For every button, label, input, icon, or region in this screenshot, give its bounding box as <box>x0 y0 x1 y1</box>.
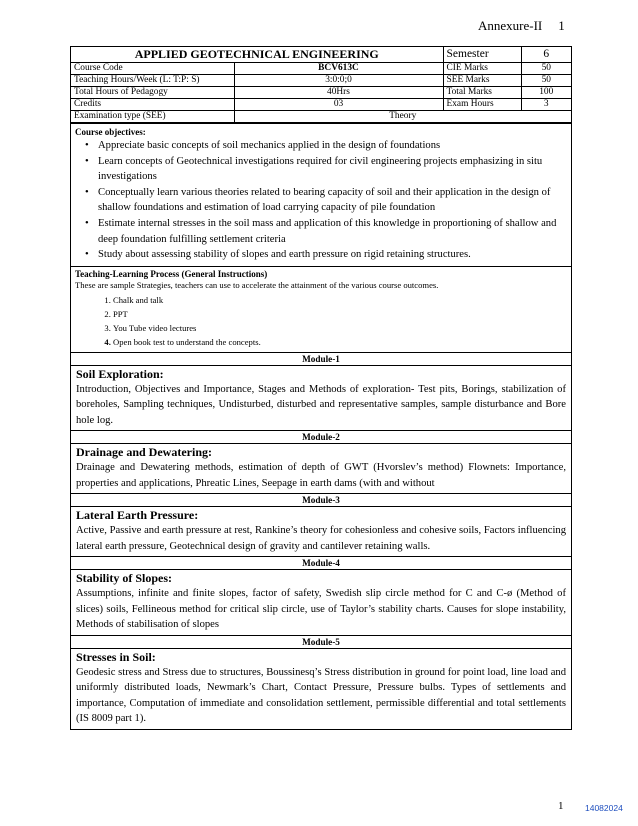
table-row <box>71 111 571 123</box>
annexure-page: 1 <box>558 18 565 33</box>
row-label: Course Code <box>71 63 234 75</box>
row-key: SEE Marks <box>443 75 521 87</box>
list-item: • Conceptually learn various theories related to bearing capacity of soil and their application in the design of shallow foundations and estimation of load carrying capacity of pile foundation <box>98 185 567 216</box>
module-4-body <box>71 569 571 635</box>
list-item: 3. You Tube video lectures <box>113 321 567 335</box>
row-key-value: 100 <box>521 87 571 99</box>
list-item: 2. PPT <box>113 307 567 321</box>
list-item: 1. Chalk and talk <box>113 293 567 307</box>
module-2-body <box>71 443 571 493</box>
row-value: BCV613C <box>234 63 443 75</box>
course-title: APPLIED GEOTECHNICAL ENGINEERING <box>71 47 443 63</box>
exam-type-label: Examination type (SEE) <box>71 111 234 123</box>
module-title: Soil Exploration: <box>76 366 164 381</box>
row-label: Total Hours of Pedagogy <box>71 87 234 99</box>
module-4-label: Module-4 <box>71 556 571 569</box>
course-info-table <box>71 47 571 123</box>
document-code: 14082024 <box>585 803 623 813</box>
module-text: Drainage and Dewatering methods, estimation of depth of GWT (Hvorslev’s method) Flownets: Importance, properties and applications, Phreatic Lines, Seepage in earth dams (with and without <box>76 462 566 489</box>
module-title: Drainage and Dewatering: <box>76 445 212 460</box>
row-key-value: 50 <box>521 75 571 87</box>
row-label: Teaching Hours/Week (L: T:P: S) <box>71 75 234 87</box>
table-row <box>71 75 571 87</box>
list-item: • Study about assessing stability of slopes and earth pressure on rigid retaining structures. <box>98 247 567 263</box>
row-key: CIE Marks <box>443 63 521 75</box>
module-title: Stability of Slopes: <box>76 571 173 586</box>
module-1-body <box>71 365 571 431</box>
module-1-label: Module-1 <box>71 352 571 365</box>
list-item: • Learn concepts of Geotechnical investigations required for civil engineering projects emphasizing in situ investigations <box>98 154 567 185</box>
module-text: Geodesic stress and Stress due to structures, Boussinesq’s Stress distribution in ground for point load, line load and uniformly distributed loads, Newmark’s Chart, Contact Pressure, Pressure bulbs. Types of settlements and importance, Computation of immediate and consolidation settlement, permissible differential and total settlements (IS 8009 part 1). <box>76 666 566 725</box>
module-text: Assumptions, infinite and finite slopes, factor of safety, Swedish slip circle method for C and C-ø (Method of slices) soils, Fellineous method for critical slip circle, use of Taylor’s stability charts. Causes for slope instability, Methods of stabilisation of slopes <box>76 588 566 631</box>
module-text: Introduction, Objectives and Importance, Stages and Methods of exploration- Test pits, Borings, stabilization of boreholes, Sampling techniques, Undisturbed, disturbed and representative samples, sample disturbance and Bore hole log. <box>76 383 566 426</box>
module-text: Active, Passive and earth pressure at rest, Rankine’s theory for cohesionless and cohesive soils, Factors influencing lateral earth pressure, Geotechnical design of gravity and cantilever retaining walls. <box>76 525 566 552</box>
objectives-list <box>75 138 567 263</box>
table-row <box>71 87 571 99</box>
module-3-label: Module-3 <box>71 493 571 506</box>
module-5-body <box>71 648 571 729</box>
row-value: 3:0:0;0 <box>234 75 443 87</box>
teaching-list <box>75 293 567 349</box>
module-5-label: Module-5 <box>71 635 571 648</box>
exam-type-value: Theory <box>234 111 571 123</box>
row-key: Exam Hours <box>443 99 521 111</box>
syllabus-document <box>70 46 572 730</box>
annexure-label <box>478 18 565 34</box>
table-row <box>71 99 571 111</box>
module-2-label: Module-2 <box>71 430 571 443</box>
course-objectives <box>71 123 571 266</box>
annexure-text: Annexure-II <box>478 18 543 33</box>
module-title: Stresses in Soil: <box>76 649 156 664</box>
row-label: Credits <box>71 99 234 111</box>
semester-label: Semester <box>443 47 521 63</box>
module-title: Lateral Earth Pressure: <box>76 508 199 523</box>
list-item: 4. Open book test to understand the concepts. <box>113 335 567 349</box>
objectives-heading: Course objectives: <box>75 127 146 137</box>
table-row <box>71 63 571 75</box>
row-value: 03 <box>234 99 443 111</box>
semester-value: 6 <box>521 47 571 63</box>
list-item: • Estimate internal stresses in the soil mass and application of this knowledge in proportioning of shallow and deep foundation fulfilling settlement criteria <box>98 216 567 247</box>
row-key-value: 50 <box>521 63 571 75</box>
module-3-body <box>71 506 571 556</box>
row-key-value: 3 <box>521 99 571 111</box>
list-item: • Appreciate basic concepts of soil mechanics applied in the design of foundations <box>98 138 567 154</box>
teaching-learning-process <box>71 266 571 352</box>
teaching-heading: Teaching-Learning Process (General Instructions) <box>75 268 268 279</box>
teaching-intro: These are sample Strategies, teachers can use to accelerate the attainment of the various course outcomes. <box>75 279 439 290</box>
page-number: 1 <box>558 800 564 812</box>
row-value: 40Hrs <box>234 87 443 99</box>
row-key: Total Marks <box>443 87 521 99</box>
